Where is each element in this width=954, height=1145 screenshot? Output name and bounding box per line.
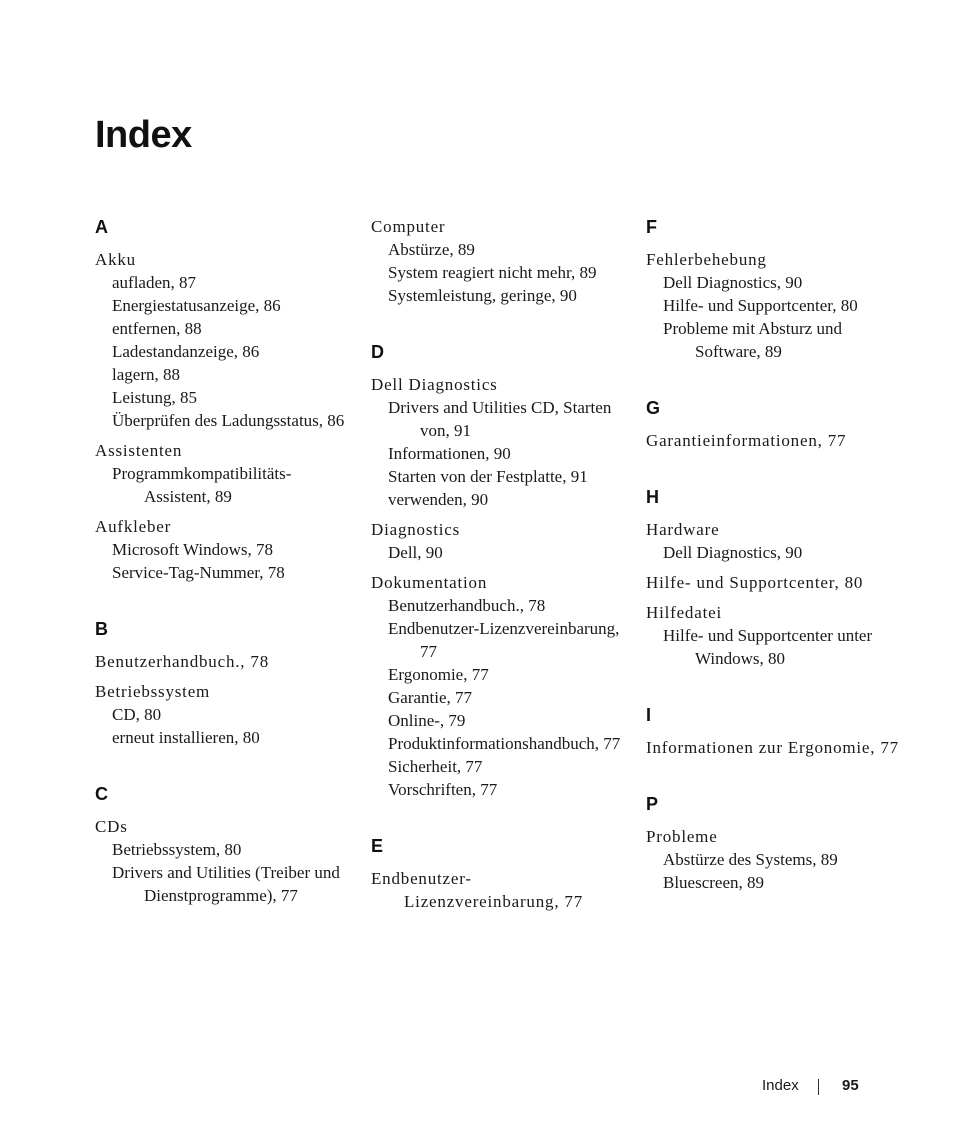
index-entry	[371, 518, 626, 564]
index-subentry: Abstürze des Systems, 89	[663, 850, 838, 869]
section-letter: H	[646, 487, 659, 507]
index-subentry: Drivers and Utilities CD, Starten von, 91	[388, 398, 612, 440]
index-subentry: entfernen, 88	[112, 319, 202, 338]
index-term: Benutzerhandbuch., 78	[95, 652, 269, 671]
index-term: Hilfedatei	[646, 603, 722, 622]
index-subentry: lagern, 88	[112, 365, 180, 384]
index-subentry: Sicherheit, 77	[388, 757, 483, 776]
index-subentry: Hilfe- und Supportcenter, 80	[663, 296, 858, 315]
index-section	[371, 340, 626, 801]
index-subentry: Produktinformationshandbuch, 77	[388, 734, 621, 753]
index-entry	[95, 650, 345, 673]
index-section	[646, 215, 906, 363]
index-section	[371, 215, 626, 307]
index-entry	[646, 601, 906, 670]
index-entry	[646, 429, 906, 452]
section-letter: E	[371, 836, 384, 856]
index-term: CDs	[95, 817, 128, 836]
index-section	[95, 215, 345, 584]
index-subentry: Programmkompatibilitäts-Assistent, 89	[112, 464, 292, 506]
index-subentry: CD, 80	[112, 705, 162, 724]
section-letter: G	[646, 398, 661, 418]
index-subentry: Drivers and Utilities (Treiber und Dienstprogramme), 77	[112, 863, 340, 905]
index-section	[646, 703, 906, 759]
index-entry	[371, 571, 626, 801]
section-letter: D	[371, 342, 384, 362]
index-section	[646, 396, 906, 452]
index-entry	[95, 439, 345, 508]
index-subentry: Betriebssystem, 80	[112, 840, 242, 859]
index-term: Probleme	[646, 827, 718, 846]
page-title: Index	[95, 114, 192, 156]
index-term: Assistenten	[95, 441, 183, 460]
index-term: Diagnostics	[371, 520, 461, 539]
index-subentry: Probleme mit Absturz und Software, 89	[663, 319, 842, 361]
index-section	[646, 792, 906, 894]
index-subentry: Starten von der Festplatte, 91	[388, 467, 588, 486]
section-letter: P	[646, 794, 659, 814]
index-subentry: Online-, 79	[388, 711, 466, 730]
index-subentry: System reagiert nicht mehr, 89	[388, 263, 597, 282]
index-term: Endbenutzer-Lizenzvereinbarung, 77	[371, 869, 584, 911]
index-entry	[646, 736, 906, 759]
index-subentry: Energiestatusanzeige, 86	[112, 296, 281, 315]
index-subentry: erneut installieren, 80	[112, 728, 260, 747]
index-column-1	[95, 215, 345, 940]
index-entry	[95, 248, 345, 432]
index-entry	[646, 518, 906, 564]
index-subentry: Dell Diagnostics, 90	[663, 543, 803, 562]
index-subentry: Ladestandanzeige, 86	[112, 342, 260, 361]
index-subentry: Informationen, 90	[388, 444, 511, 463]
section-letter: C	[95, 784, 108, 804]
index-term: Hardware	[646, 520, 720, 539]
index-term: Fehlerbehebung	[646, 250, 767, 269]
index-section	[95, 617, 345, 749]
index-subentry: Bluescreen, 89	[663, 873, 765, 892]
index-column-2	[371, 215, 626, 946]
index-subentry: Leistung, 85	[112, 388, 197, 407]
index-entry	[646, 825, 906, 894]
index-entry	[95, 515, 345, 584]
index-entry	[95, 815, 345, 907]
index-section	[95, 782, 345, 907]
index-subentry: Hilfe- und Supportcenter unter Windows, 80	[663, 626, 873, 668]
index-subentry: aufladen, 87	[112, 273, 197, 292]
index-subentry: Dell Diagnostics, 90	[663, 273, 803, 292]
index-entry	[371, 215, 626, 307]
section-letter: B	[95, 619, 108, 639]
index-subentry: Microsoft Windows, 78	[112, 540, 273, 559]
index-column-3	[646, 215, 906, 927]
index-subentry: Systemleistung, geringe, 90	[388, 286, 577, 305]
index-subentry: Überprüfen des Ladungsstatus, 86	[112, 411, 345, 430]
index-term: Hilfe- und Supportcenter, 80	[646, 573, 864, 592]
index-entry	[646, 571, 906, 594]
index-term: Dell Diagnostics	[371, 375, 498, 394]
index-subentry: Benutzerhandbuch., 78	[388, 596, 546, 615]
index-subentry: Vorschriften, 77	[388, 780, 498, 799]
index-subentry: Service-Tag-Nummer, 78	[112, 563, 285, 582]
page-number: 95	[842, 1077, 859, 1094]
index-term: Akku	[95, 250, 136, 269]
index-entry	[371, 373, 626, 511]
index-subentry: Abstürze, 89	[388, 240, 475, 259]
index-term: Betriebssystem	[95, 682, 211, 701]
index-subentry: verwenden, 90	[388, 490, 489, 509]
index-entry	[646, 248, 906, 363]
index-term: Aufkleber	[95, 517, 172, 536]
index-term: Informationen zur Ergonomie, 77	[646, 738, 899, 757]
index-term: Dokumentation	[371, 573, 488, 592]
section-letter: A	[95, 217, 108, 237]
index-subentry: Garantie, 77	[388, 688, 473, 707]
section-letter: I	[646, 705, 652, 725]
index-subentry: Dell, 90	[388, 543, 443, 562]
index-section	[646, 485, 906, 670]
index-entry	[95, 680, 345, 749]
index-section	[371, 834, 626, 913]
footer-title: Index	[762, 1077, 799, 1094]
footer-separator	[818, 1079, 819, 1095]
index-subentry: Ergonomie, 77	[388, 665, 489, 684]
index-entry	[371, 867, 626, 913]
index-term: Computer	[371, 217, 446, 236]
index-subentry: Endbenutzer-Lizenzvereinbarung, 77	[388, 619, 620, 661]
section-letter: F	[646, 217, 657, 237]
index-term: Garantieinformationen, 77	[646, 431, 847, 450]
